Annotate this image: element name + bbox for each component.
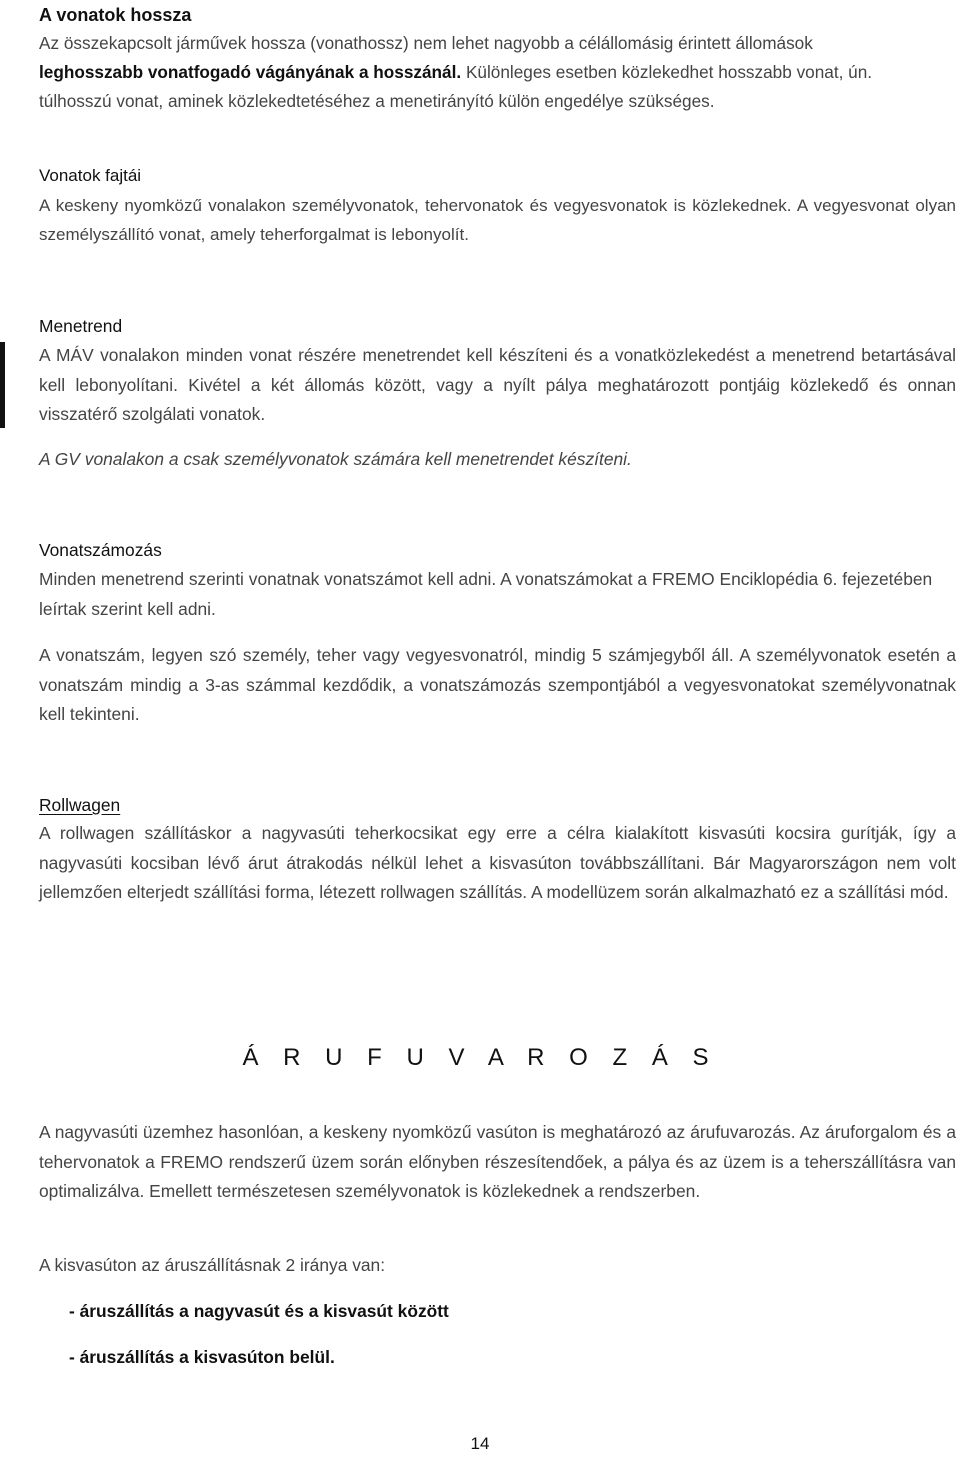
page-number: 14 (470, 1434, 490, 1453)
vonatok-hossza-body (39, 29, 956, 116)
vonatok-hossza-line-3: túlhosszú vonat, aminek közlekedtetéséhez a menetirányító külön engedélye szükséges. (39, 91, 715, 111)
menetrend-italic-note: A GV vonalakon a csak személyvonatok számára kell menetrendet készíteni. (39, 449, 632, 469)
list-item: - áruszállítás a kisvasúton belül. (69, 1347, 335, 1367)
vonatok-hossza-line-2 (39, 58, 956, 87)
change-bar (0, 342, 5, 428)
heading-vonatok-hossza: A vonatok hossza (39, 5, 192, 25)
vonatszamozas-paragraph-2: A vonatszám, legyen szó személy, teher vagy vegyesvonatról, mindig 5 számjegyből áll. A személyvonatok esetén a vonatszám mindig a 3-as számmal kezdődik, a vonatszámozás szempontjából a vegyesvonatokat személyvonatnak kell tekinteni. (39, 645, 956, 724)
vonatok-hossza-bold-phrase: leghosszabb vonatfogadó vágányának a hosszánál. (39, 62, 462, 82)
vonatok-fajtai-body: A keskeny nyomközű vonalakon személyvonatok, tehervonatok és vegyesvonatok is közlekednek. A vegyesvonat olyan személyszállító vonat, amely teherforgalmat is lebonyolít. (39, 196, 956, 244)
rollwagen-body: A rollwagen szállításkor a nagyvasúti teherkocsikat egy erre a célra kialakított kisvasúti kocsira gurítják, így a nagyvasúti kocsiban lévő árut átrakodás nélkül lehet a kisvasúton továbbszállítani. Bár Magyarországon nem volt jellemzően elterjedt szállítási forma, létezett rollwagen szállítás. A modellüzem során alkalmazható ez a szállítási mód. (39, 823, 956, 902)
vonatok-hossza-line-2-rest: Különleges esetben közlekedhet hosszabb vonat, ún. (461, 62, 873, 82)
vonatok-hossza-line-1: Az összekapcsolt járművek hossza (vonathossz) nem lehet nagyobb a célállomásig érintett állomások (39, 33, 813, 53)
list-item: - áruszállítás a nagyvasút és a kisvasút között (69, 1301, 449, 1321)
section-title-arufuvarozas: Á R U F U V A R O Z Á S (242, 1044, 718, 1071)
heading-vonatszamozas: Vonatszámozás (39, 540, 162, 560)
arufuvarozas-paragraph-2: A kisvasúton az áruszállításnak 2 iránya van: (39, 1255, 386, 1275)
heading-menetrend: Menetrend (39, 316, 123, 336)
vonatszamozas-paragraph-1: Minden menetrend szerinti vonatnak vonatszámot kell adni. A vonatszámokat a FREMO Enciklopédia 6. fejezetében leírtak szerint kell adni. (39, 569, 933, 619)
heading-vonatok-fajtai: Vonatok fajtái (39, 166, 142, 185)
arufuvarozas-paragraph-1: A nagyvasúti üzemhez hasonlóan, a keskeny nyomközű vasúton is meghatározó az árufuvarozás. Az áruforgalom és a tehervonatok a FREMO rendszerű üzem során előnyben részesítendőek, a pálya és az üzem is a teherszállításra van optimalizálva. Emellett természetesen személyvonatok is közlekednek a rendszerben. (39, 1122, 956, 1201)
heading-rollwagen: Rollwagen (39, 795, 121, 815)
menetrend-body: A MÁV vonalakon minden vonat részére menetrendet kell készíteni és a vonatközlekedést a menetrend betartásával kell lebonyolítani. Kivétel a két állomás között, vagy a nyílt pálya meghatározott pontjáig közlekedő és onnan visszatérő szolgálati vonatok. (39, 345, 956, 424)
